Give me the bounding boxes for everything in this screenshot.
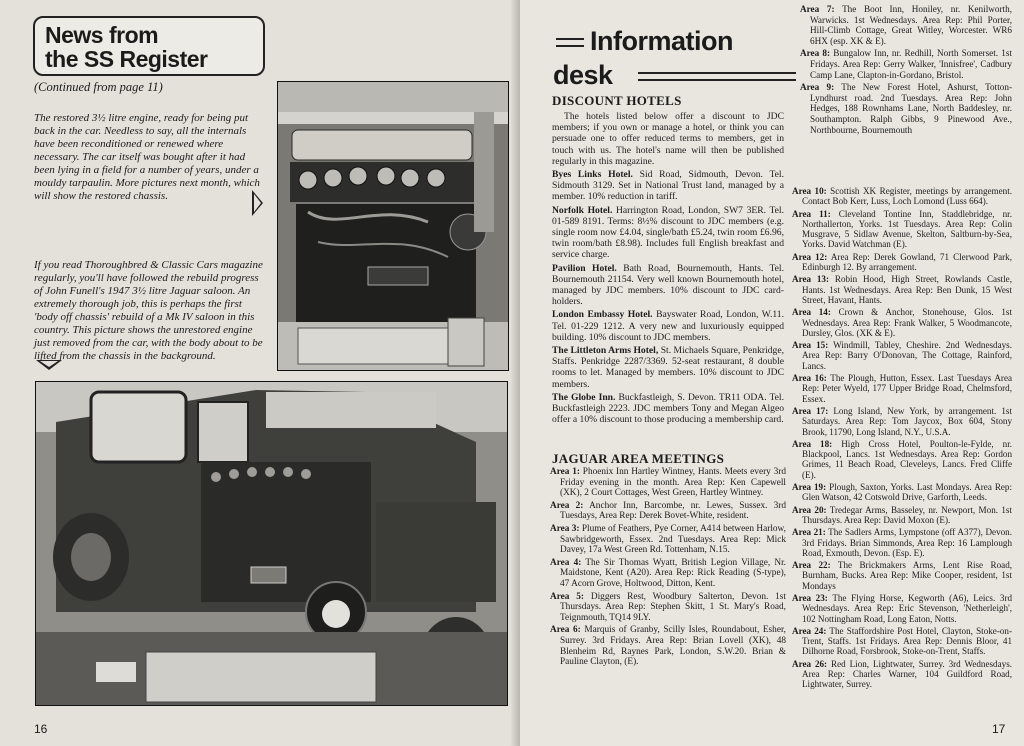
area-details: Diggers Rest, Woodbury Salterton, Devon. 1st Thursdays. Area Rep: Stephen Skitt, 1 St. Mary's Road, Teignmouth, TQ14 9LY. [560,591,787,623]
area-entry [792,527,1012,558]
info-title-word-2: desk [553,60,613,90]
area-details: Tredegar Arms, Basseley, nr. Newport, Mon. 1st Thursdays. Area Rep: David Moxon (E). [802,504,1012,525]
arrow-down-icon-inner [40,361,58,367]
area-entry [800,82,1012,135]
area-entry [550,524,786,556]
area-entry [792,505,1012,526]
rebuild-caption: If you read Thoroughbred & Classic Cars magazine regularly, you'll have followed the rebuild progress of John Funell's 1947 3½ litre Jaguar saloon. An extremely thorough job, this is perhaps the first 'body off chassis' rebuild of a Mk IV saloon in this country. This picture shows the unrestored engine just removed from the car, with the body about to be lifted from the chassis in the background. [34,259,263,362]
hotel-entry [552,392,784,426]
area-details: Plume of Feathers, Pye Corner, A414 between Harlow, Sawbridgeworth, Essex. 2nd Tuesdays. Area Rep: Mick Davey, 17a West Green Rd. Tottenham, N.15. [560,523,786,556]
hotel-details: Bath Road, Bournemouth, Hants. Tel. Bournemouth 21154. Very well known Bournemouth hotel, managed by JDC members. 10% discount to JDC card-holders. [552,262,784,308]
area-entry [550,558,786,590]
hotel-entry [552,345,784,390]
area-entry [792,659,1012,690]
area-label: Area 26: [792,658,828,669]
area-entry [792,274,1012,305]
area-label: Area 19: [792,482,827,493]
area-details: Scottish XK Register, meetings by arrangement. Contact Bob Kerr, Luss, Loch Lomond (Luss 664). [802,186,1012,207]
area-details: The Boot Inn, Honiley, nr. Kenilworth, Warwicks. 1st Wednesdays. Area Rep: Phil Porter, Hill-Climb Cottage, Great Witley, Worcester. WR6 6HX (esp. XK & E). [810,4,1012,46]
info-title-word-1: Information [590,26,733,56]
area-entry [792,340,1012,371]
hotel-entry [552,263,784,308]
area-label: Area 14: [792,307,831,318]
area-entry [792,482,1012,503]
engine-caption: The restored 3½ litre engine, ready for being put back in the car. Needless to say, all the internals have been reconditioned or renewed where necessary. The car itself was bought after it had been lying in a field for a number of years, under a mouldy tarpaulin. More pictures next month, which will show the restored chassis. [34,112,260,202]
area-details: Marquis of Granby, Scilly Isles, Roundabout, Esher, Surrey. 3rd Fridays. Area Rep: Brian Lovell (XK), 48 Blenheim Rd, Raynes Park, London, S.W.20. Brian & Pauline Clayton, (E). [560,625,786,668]
area-label: Area 2: [550,500,584,511]
hotel-name: London Embassy Hotel. [552,309,653,321]
area-label: Area 5: [550,591,585,602]
right-page [520,0,1024,746]
area-details: The Brickmakers Arms, Lent Rise Road, Burnham, Bucks. Area Rep: Mike Cooper, resident, 1st Mondays [802,560,1013,591]
title-rule-left-2 [556,45,584,47]
hotel-name: The Littleton Arms Hotel, [552,345,659,357]
area-details: The Flying Horse, Kegworth (A6), Leics. 3rd Wednesdays. Area Rep: Eric Stevenson, 'Netherleigh', 102 Nottingham Road, Long Eaton, Notts. [802,592,1013,624]
area-label: Area 20: [792,504,827,515]
area-details: Robin Hood, High Street, Rowlands Castle, Hants. 1st Wednesdays. Area Rep: Ben Dunk, 15 West Street, Havant, Hants. [802,274,1012,305]
arrow-right-icon-inner [254,194,261,212]
area-entry [800,48,1012,80]
area-details: High Cross Hotel, Poulton-le-Fylde, nr. Blackpool, Lancs. 1st Wednesdays. Area Rep: Gordon Grimes, 11 Beach Road, Cleveleys, Lancs. Fred Cliffe (E). [802,438,1013,480]
area-details: The New Forest Hotel, Ashurst, Totton-Lyndhurst road. 2nd Tuesdays. Area Rep: John Hedges, 188 Rownhams Lane, North Baddesley, nr. Southampton. Ralph Gibbs, 9 Pinewood Ave., Northbourne, Bournemouth [810,82,1012,135]
hotel-details: Sid Road, Sidmouth, Devon. Tel. Sidmouth 3129. Set in National Trust land, managed by a member. 10% reduction in tariff. [552,169,784,203]
area-details: Cleveland Tontine Inn, Staddlebridge, nr. Northallerton, Yorks. 1st Tuesdays. Area Rep: Colin Musgrave, 5 Sidlaw Avenue, Skelton, Saltburn-by-Sea, Yorks. David Watchman (E). [802,208,1012,250]
area-label: Area 22: [792,560,831,571]
hotel-entry [552,309,784,343]
areas-column-2-top [800,4,1012,137]
area-label: Area 10: [792,186,827,196]
discount-hotels-heading: DISCOUNT HOTELS [552,93,682,108]
title-rule-right-1 [638,72,796,74]
area-entry [792,186,1012,207]
areas-column-1 [550,467,786,670]
area-label: Area 1: [550,467,580,477]
section-title-line-2: the SS Register [45,46,208,72]
area-entry [792,252,1012,273]
area-entry [550,625,786,667]
area-label: Area 15: [792,340,829,351]
hotel-entry [552,169,784,203]
area-details: Plough, Saxton, Yorks. Last Mondays. Area Rep: Glen Watson, 42 Cotswold Drive, Garforth, Leeds. [802,482,1013,503]
area-label: Area 12: [792,251,828,262]
hotel-entry [552,205,784,261]
area-label: Area 7: [800,4,835,14]
area-entry [792,560,1012,591]
area-details: The Sir Thomas Wyatt, British Legion Village, Nr. Maidstone, Kent (A20). Area Rep: Rick Reading (S-type), 47 Acorn Grove, Holtwood, Ditton, Kent. [560,557,786,589]
area-label: Area 24: [792,625,827,636]
area-label: Area 9: [800,82,835,93]
area-details: Windmill, Tabley, Cheshire. 2nd Wednesdays. Area Rep: Barry O'Donovan, The Cottage, Rainford, Lancs. [802,340,1012,371]
areas-column-2-bottom [792,186,1012,692]
area-label: Area 21: [792,527,826,538]
area-label: Area 8: [800,48,831,59]
area-label: Area 6: [550,625,581,636]
area-entry [792,307,1012,338]
hotel-details: Harrington Road, London, SW7 3ER. Tel. 01-589 8191. Terms: 8½% discount to JDC members (e.g. single room now £4.04, single/bath £5.24, twin room £6.96, twin room/bath £8.98). Includes full English breakfast and service charge. [552,204,784,261]
hotel-name: The Globe Inn. [552,391,616,403]
hotel-details: St. Michaels Square, Penkridge, Staffs. Penkridge 2287/3369. 52-seat restaurant, 8 double rooms to let. Managed by members. 10% discount to JDC members. [552,345,784,390]
hotel-name: Byes Links Hotel. [552,169,633,181]
area-entry [792,373,1012,404]
area-label: Area 4: [550,557,582,568]
hotel-details: Bayswater Road, London, W.11. Tel. 01-229 1212. A very new and luxuriously equipped building. 10% discount to JDC members. [552,309,784,343]
area-details: The Staffordshire Post Hotel, Clayton, Stoke-on-Trent, Staffs. 1st Fridays. Area Rep: Dennis Bloor, 41 Dilhorne Road, Forsbrook, Stoke-on-Trent, Staffs. [802,625,1012,657]
area-label: Area 23: [792,592,828,603]
hotels-column [552,111,784,427]
area-label: Area 18: [792,438,833,449]
hotels-intro: The hotels listed below offer a discount to JDC members; if you own or manage a hotel, or think you can persuade one to offer reduced terms to members, get in touch with us. The hotel's name will then be published regularly in this magazine. [552,111,784,167]
area-label: Area 17: [792,405,829,416]
hotel-name: Norfolk Hotel. [552,204,613,216]
restored-engine-photo [277,81,509,371]
area-details: Long Island, New York, by arrangement. 1st Saturdays. Area Rep: Tom Jaycox, Box 604, Stony Brook, 11790, Long Island, N.Y., U.S.A. [802,405,1012,437]
title-rule-left-1 [556,38,584,40]
area-entry [792,593,1012,624]
hotel-details: Buckfastleigh, S. Devon. TR11 ODA. Tel. Buckfastleigh 2223. JDC members Tony and Megan Algeo offer a 10% discount to those producing a membership card. [552,391,784,426]
area-details: Red Lion, Lightwater, Surrey. 3rd Wednesdays. Area Rep: Charles Warner, 104 Guildford Road, Lightwater, Surrey. [802,658,1013,690]
area-details: The Plough, Hutton, Essex. Last Tuesdays Area Rep: Peter Wyeld, 177 Upper Bridge Road, Chelmsford, Essex. [802,373,1013,404]
area-entry [792,209,1012,250]
area-details: Crown & Anchor, Stonehouse, Glos. 1st Wednesdays. Area Rep: Frank Walker, 5 Woodmancote, Dursley, Glos. (XK & E). [802,307,1012,338]
unrestored-car-photo [35,381,508,706]
area-entry [792,406,1012,437]
title-rule-right-2 [638,79,796,81]
area-entry [800,4,1012,46]
page-number-left: 16 [34,722,48,736]
area-label: Area 11: [792,208,831,219]
area-entry [792,439,1012,480]
area-meetings-heading: JAGUAR AREA MEETINGS [552,451,725,466]
hotel-name: Pavilion Hotel. [552,262,617,274]
area-label: Area 16: [792,373,827,384]
section-title-line-1: News from [45,22,159,48]
area-entry [550,592,786,624]
area-details: The Sadlers Arms, Lympstone (off A377), Devon. 3rd Fridays. Brian Simmonds, Area Rep: 16 Lamplough Road, Exmouth, Devon. (Esp. E). [802,527,1013,558]
area-details: Anchor Inn, Barcombe, nr. Lewes, Sussex. 3rd Tuesdays, Area Rep: Derek Bovet-White, resident. [560,500,787,522]
area-details: Area Rep: Derek Gowland, 71 Clerwood Park, Edinburgh 12. By arrangement. [802,251,1012,273]
area-entry [550,501,786,522]
page-number-right: 17 [992,722,1006,736]
area-details: Phoenix Inn Hartley Wintney, Hants. Meets every 3rd Friday evening in the month. Area Rep: Ken Capewell (XK), 2 Court Cottages, West Green, Hartley Wintney. [560,467,786,499]
area-entry [550,467,786,499]
area-label: Area 13: [792,274,830,285]
area-entry [792,626,1012,657]
area-label: Area 3: [550,523,580,534]
area-details: Bungalow Inn, nr. Redhill, North Somerset. 1st Fridays. Area Rep: Gerry Walker, 'Innisfree', Cadbury Camp Lane, Clapton-in-Gordano, Bristol. [810,48,1012,80]
section-title-box [33,16,265,76]
continued-note: (Continued from page 11) [34,80,163,94]
